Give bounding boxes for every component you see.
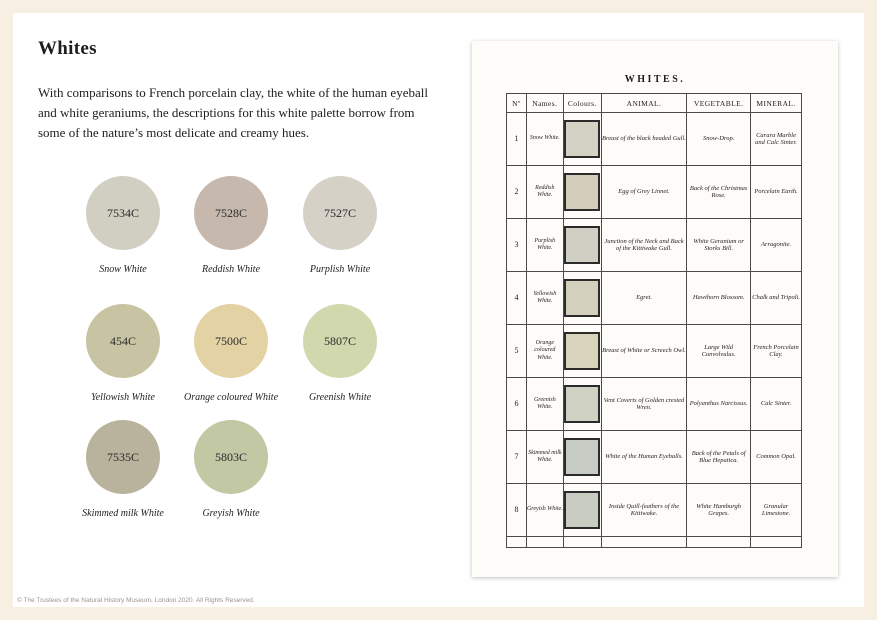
swatch-circle: 7527C <box>303 176 377 250</box>
row-mineral: Carara Marble and Calc Sinter. <box>751 113 802 166</box>
table-row <box>507 484 802 537</box>
row-colour <box>563 484 601 537</box>
row-number: 4 <box>507 272 527 325</box>
intro-paragraph: With comparisons to French porcelain clay, the white of the human eyeball and white geraniums, the descriptions for this white palette borrow from some of the nature’s most delicate and creamy hues. <box>38 85 428 140</box>
header-mineral: MINERAL. <box>751 94 802 113</box>
copyright-notice: © The Trustees of the Natural History Museum, London 2020. All Rights Reserved. <box>17 597 255 604</box>
swatch-item <box>63 304 183 403</box>
row-animal: Vent Coverts of Golden crested Wren. <box>601 378 686 431</box>
row-colour <box>563 431 601 484</box>
header-colours: Colours. <box>563 94 601 113</box>
row-number: 1 <box>507 113 527 166</box>
header-animal: ANIMAL. <box>601 94 686 113</box>
colour-chip <box>564 120 600 158</box>
swatch-name: Greyish White <box>202 508 260 519</box>
swatch-name: Yellowish White <box>91 392 155 403</box>
row-mineral: Granular Limestone. <box>751 484 802 537</box>
swatch-item <box>171 176 291 275</box>
swatch-name: Orange coloured White <box>183 392 279 403</box>
row-name: Skimmed milk White. <box>526 431 563 484</box>
table-row <box>507 166 802 219</box>
footer-cell <box>563 537 601 548</box>
row-number: 7 <box>507 431 527 484</box>
row-name: Yellowish White. <box>526 272 563 325</box>
row-animal: Egg of Grey Linnet. <box>601 166 686 219</box>
row-colour <box>563 219 601 272</box>
table-row <box>507 378 802 431</box>
swatch-item <box>171 420 291 519</box>
row-vegetable: Polyanthus Narcissus. <box>687 378 751 431</box>
row-number: 6 <box>507 378 527 431</box>
row-animal: Egret. <box>601 272 686 325</box>
row-colour <box>563 113 601 166</box>
row-animal: Breast of the black headed Gull. <box>601 113 686 166</box>
row-number: 2 <box>507 166 527 219</box>
row-colour <box>563 166 601 219</box>
footer-cell <box>526 537 563 548</box>
row-mineral: French Porcelain Clay. <box>751 325 802 378</box>
table-header-row <box>507 94 802 113</box>
footer-cell <box>601 537 686 548</box>
whites-table <box>506 93 802 548</box>
row-mineral: Porcelain Earth. <box>751 166 802 219</box>
row-animal: Inside Quill-feathers of the Kittiwake. <box>601 484 686 537</box>
swatch-item <box>63 176 183 275</box>
row-name: Greyish White. <box>526 484 563 537</box>
row-animal: Breast of White or Screech Owl. <box>601 325 686 378</box>
page <box>13 13 864 607</box>
row-vegetable: White Geranium or Storks Bill. <box>687 219 751 272</box>
row-mineral: Calc Sinter. <box>751 378 802 431</box>
row-vegetable: Back of the Christmas Rose. <box>687 166 751 219</box>
footer-cell <box>687 537 751 548</box>
row-animal: Junction of the Neck and Back of the Kittiwake Gull. <box>601 219 686 272</box>
row-vegetable: Snow-Drop. <box>687 113 751 166</box>
swatch-circle: 7534C <box>86 176 160 250</box>
footer-cell <box>507 537 527 548</box>
row-mineral: Common Opal. <box>751 431 802 484</box>
footer-cell <box>751 537 802 548</box>
row-colour <box>563 325 601 378</box>
row-colour <box>563 378 601 431</box>
swatch-circle: 7500C <box>194 304 268 378</box>
colour-chip <box>564 226 600 264</box>
swatch-name: Reddish White <box>201 264 261 275</box>
header-names: Names. <box>526 94 563 113</box>
historical-plate <box>472 41 838 577</box>
table-row <box>507 325 802 378</box>
swatch-circle: 454C <box>86 304 160 378</box>
colour-chip <box>564 385 600 423</box>
colour-chip <box>564 438 600 476</box>
table-row <box>507 113 802 166</box>
row-animal: White of the Human Eyeballs. <box>601 431 686 484</box>
row-mineral: Arragonite. <box>751 219 802 272</box>
row-number: 3 <box>507 219 527 272</box>
row-number: 8 <box>507 484 527 537</box>
header-number: Nº <box>507 94 527 113</box>
plate-title: WHITES. <box>624 74 686 85</box>
row-name: Snow White. <box>526 113 563 166</box>
row-name: Orange coloured White. <box>526 325 563 378</box>
row-vegetable: Hawthorn Blossom. <box>687 272 751 325</box>
swatch-circle: 7535C <box>86 420 160 494</box>
swatch-item <box>280 304 400 403</box>
swatch-name: Purplish White <box>309 264 371 275</box>
swatch-circle: 7528C <box>194 176 268 250</box>
swatch-item <box>63 420 183 519</box>
table-footer-row <box>507 537 802 548</box>
colour-chip <box>564 279 600 317</box>
row-vegetable: Large Wild Convolvulus. <box>687 325 751 378</box>
swatch-circle: 5807C <box>303 304 377 378</box>
swatch-item <box>280 176 400 275</box>
row-mineral: Chalk and Tripoli. <box>751 272 802 325</box>
row-colour <box>563 272 601 325</box>
row-name: Reddish White. <box>526 166 563 219</box>
table-row <box>507 219 802 272</box>
row-number: 5 <box>507 325 527 378</box>
swatch-name: Snow White <box>99 264 147 275</box>
swatch-name: Skimmed milk White <box>82 508 164 519</box>
row-name: Greenish White. <box>526 378 563 431</box>
colour-chip <box>564 173 600 211</box>
header-vegetable: VEGETABLE. <box>687 94 751 113</box>
row-vegetable: Back of the Petals of Blue Hepatica. <box>687 431 751 484</box>
colour-chip <box>564 491 600 529</box>
table-row <box>507 431 802 484</box>
page-title: Whites <box>38 38 97 59</box>
row-vegetable: White Hamburgh Grapes. <box>687 484 751 537</box>
row-name: Purplish White. <box>526 219 563 272</box>
colour-chip <box>564 332 600 370</box>
table-row <box>507 272 802 325</box>
swatch-circle: 5803C <box>194 420 268 494</box>
swatch-item <box>171 304 291 403</box>
swatch-name: Greenish White <box>308 392 372 403</box>
